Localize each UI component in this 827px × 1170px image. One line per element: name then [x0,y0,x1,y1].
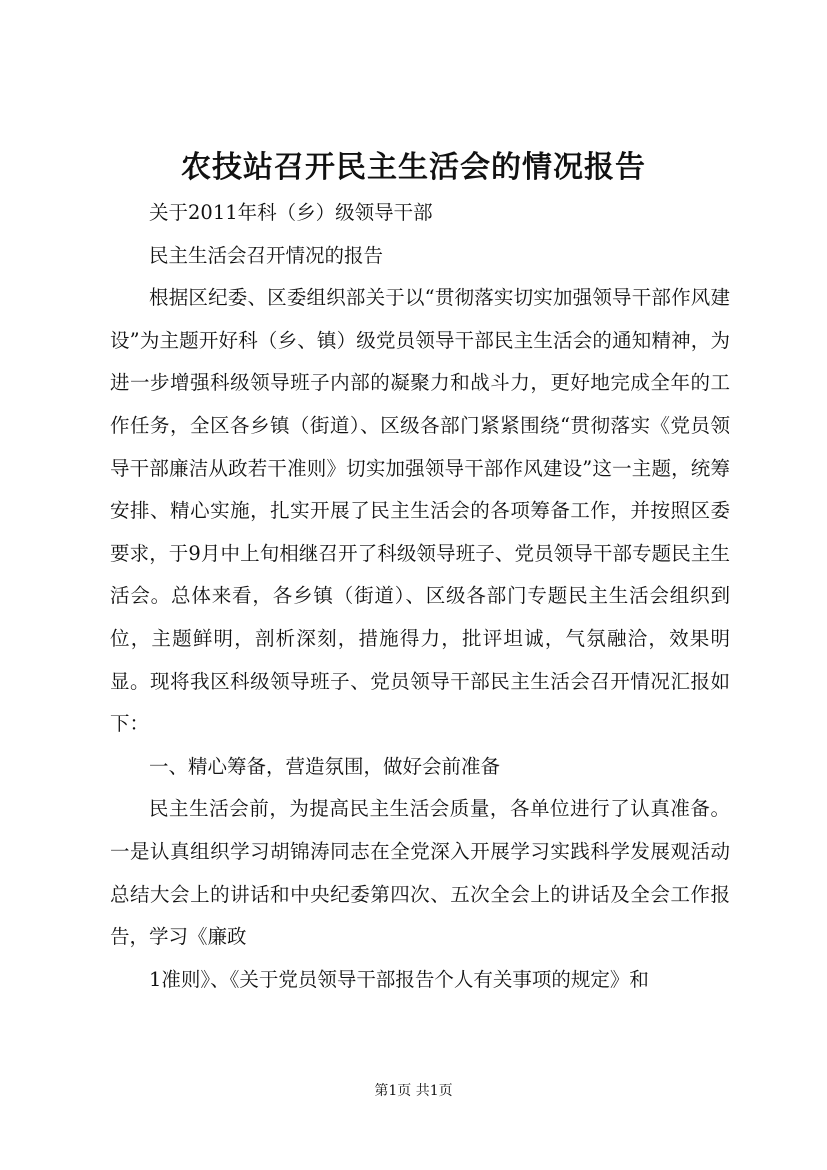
subtitle-line-2: 民主生活会召开情况的报告 [149,243,384,267]
paragraph-intro: 根据区纪委、区委组织部关于以“贯彻落实切实加强领导干部作风建设”为主题开好科（乡、镇）级党员领导干部民主生活会的通知精神，为进一步增强科级领导班子内部的凝聚力和战斗力，更好地完成全年的工作任务，全区各乡镇（街道）、区级各部门紧紧围绕“贯彻落实《党员领导干部廉洁从政若干准则》切实加强领导干部作风建设”这一主题，统筹安排、精心实施，扎实开展了民主生活会的各项筹备工作，并按照区委要求，于9月中上旬相继召开了科级领导班子、党员领导干部专题民主生活会。总体来看，各乡镇（街道）、区级各部门专题民主生活会组织到位，主题鲜明，剖析深刻，措施得力，批评坦诚，气氛融洽，效果明显。现将我区科级领导班子、党员领导干部民主生活会召开情况汇报如下： [110,286,730,736]
document-title: 农技站召开民主生活会的情况报告 [181,150,646,185]
subtitle-line-1: 关于2011年科（乡）级领导干部 [149,201,433,224]
paragraph-continued: 1准则》、《关于党员领导干部报告个人有关事项的规定》和 [149,967,649,991]
document-body [110,192,730,1001]
section-heading-1: 一、精心筹备，营造氛围，做好会前准备 [149,754,501,778]
page-footer: 第1页 共1页 [374,1083,453,1099]
paragraph-preparation: 民主生活会前，为提高民主生活会质量，各单位进行了认真准备。一是认真组织学习胡锦涛同志在全党深入开展学习实践科学发展观活动总结大会上的讲话和中央纪委第四次、五次全会上的讲话及全会工作报告，学习《廉政 [110,797,730,949]
